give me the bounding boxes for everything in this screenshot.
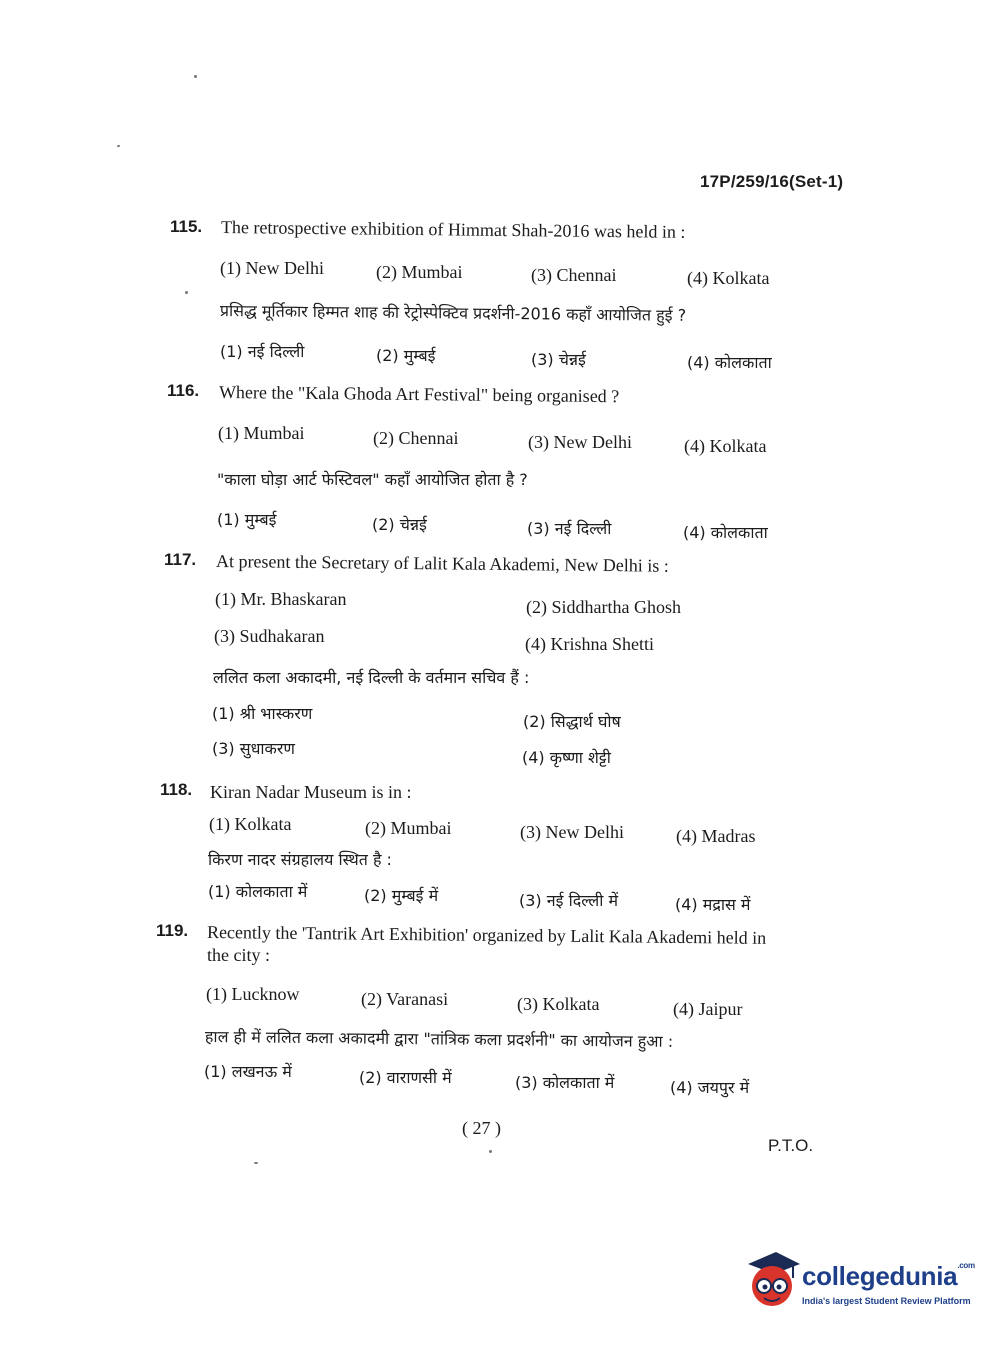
question-text: The retrospective exhibition of Himmat Shah-2016 was held in :	[220, 217, 686, 242]
hindi-option-3[interactable]: (3) सुधाकरण	[212, 739, 295, 758]
hindi-option-1[interactable]: (1) लखनऊ में	[204, 1062, 292, 1081]
option-3[interactable]: (3) New Delhi	[528, 432, 632, 452]
hindi-option-3[interactable]: (3) नई दिल्ली	[527, 519, 612, 538]
page-number: ( 27 )	[462, 1118, 501, 1138]
option-3[interactable]: (3) Sudhakaran	[214, 626, 325, 646]
hindi-option-4[interactable]: (4) कृष्णा शेट्टी	[522, 748, 611, 767]
option-1[interactable]: (1) Mumbai	[218, 423, 305, 443]
hindi-option-1[interactable]: (1) नई दिल्ली	[220, 342, 305, 361]
option-1[interactable]: (1) Mr. Bhaskaran	[215, 589, 347, 609]
option-2[interactable]: (2) Mumbai	[376, 262, 463, 282]
question-text-hindi: ललित कला अकादमी, नई दिल्ली के वर्तमान सचिव हैं :	[213, 668, 530, 687]
option-3[interactable]: (3) Kolkata	[517, 994, 600, 1014]
brand-tagline: India's largest Student Review Platform	[802, 1296, 971, 1306]
option-1[interactable]: (1) Kolkata	[209, 814, 292, 834]
hindi-option-2[interactable]: (2) मुम्बई	[376, 346, 436, 365]
hindi-option-1[interactable]: (1) मुम्बई	[217, 510, 277, 529]
hindi-option-3[interactable]: (3) कोलकाता में	[515, 1073, 615, 1092]
option-2[interactable]: (2) Varanasi	[361, 989, 449, 1009]
scan-speck	[117, 145, 120, 147]
option-4[interactable]: (4) Kolkata	[687, 268, 770, 288]
question-text-hindi: "काला घोड़ा आर्ट फेस्टिवल" कहाँ आयोजित होता है ?	[217, 470, 528, 489]
hindi-option-2[interactable]: (2) सिद्धार्थ घोष	[523, 712, 621, 731]
mascot-icon	[742, 1250, 800, 1316]
hindi-option-2[interactable]: (2) चेन्नई	[372, 515, 427, 534]
hindi-option-4[interactable]: (4) कोलकाता	[687, 353, 772, 372]
hindi-option-3[interactable]: (3) नई दिल्ली में	[519, 891, 619, 910]
scan-speck	[185, 291, 188, 294]
question-text: At present the Secretary of Lalit Kala Akademi, New Delhi is :	[215, 551, 669, 576]
hindi-option-2[interactable]: (2) वाराणसी में	[359, 1068, 452, 1087]
question-text: Where the "Kala Ghoda Art Festival" being organised ?	[218, 382, 620, 407]
hindi-option-3[interactable]: (3) चेन्नई	[531, 350, 586, 369]
option-2[interactable]: (2) Chennai	[373, 428, 459, 448]
brand-word: collegedunia	[802, 1261, 958, 1291]
hindi-option-4[interactable]: (4) कोलकाता	[683, 523, 768, 542]
option-3[interactable]: (3) Chennai	[531, 265, 617, 285]
question-text-line2: the city :	[207, 945, 270, 965]
question-text-hindi: हाल ही में ललित कला अकादमी द्वारा "तांत्रिक कला प्रदर्शनी" का आयोजन हुआ :	[204, 1027, 674, 1051]
question-number: 117.	[164, 550, 197, 569]
option-2[interactable]: (2) Siddhartha Ghosh	[526, 597, 681, 617]
collegedunia-logo	[742, 1250, 975, 1320]
question-number: 115.	[170, 217, 203, 236]
hindi-option-1[interactable]: (1) श्री भास्करण	[212, 704, 313, 723]
question-number: 118.	[160, 780, 193, 799]
brand-name	[802, 1261, 975, 1292]
pto-label: P.T.O.	[768, 1136, 814, 1155]
hindi-option-4[interactable]: (4) मद्रास में	[675, 895, 751, 914]
paper-code: 17P/259/16(Set-1)	[700, 172, 844, 191]
option-1[interactable]: (1) Lucknow	[206, 984, 300, 1004]
question-text: Kiran Nadar Museum is in :	[210, 782, 412, 802]
brand-suffix: .com	[957, 1261, 975, 1270]
hindi-option-4[interactable]: (4) जयपुर में	[670, 1078, 750, 1097]
option-2[interactable]: (2) Mumbai	[365, 818, 452, 838]
question-number: 116.	[167, 381, 200, 400]
option-4[interactable]: (4) Kolkata	[684, 436, 767, 456]
scan-speck	[194, 75, 197, 78]
hindi-option-1[interactable]: (1) कोलकाता में	[208, 882, 308, 901]
scan-speck	[254, 1162, 258, 1164]
question-number: 119.	[156, 921, 189, 940]
option-3[interactable]: (3) New Delhi	[520, 822, 624, 842]
question-text-hindi: किरण नादर संग्रहालय स्थित है :	[208, 850, 392, 869]
option-4[interactable]: (4) Jaipur	[673, 999, 743, 1019]
hindi-option-2[interactable]: (2) मुम्बई में	[364, 886, 439, 905]
scan-speck	[489, 1150, 492, 1153]
option-4[interactable]: (4) Madras	[676, 826, 756, 846]
question-text-hindi: प्रसिद्ध मूर्तिकार हिम्मत शाह की रेट्रोस्पेक्टिव प्रदर्शनी-2016 कहाँ आयोजित हुई ?	[219, 301, 687, 325]
option-1[interactable]: (1) New Delhi	[220, 258, 324, 278]
question-text: Recently the 'Tantrik Art Exhibition' organized by Lalit Kala Akademi held in	[206, 922, 767, 948]
option-4[interactable]: (4) Krishna Shetti	[525, 634, 654, 654]
